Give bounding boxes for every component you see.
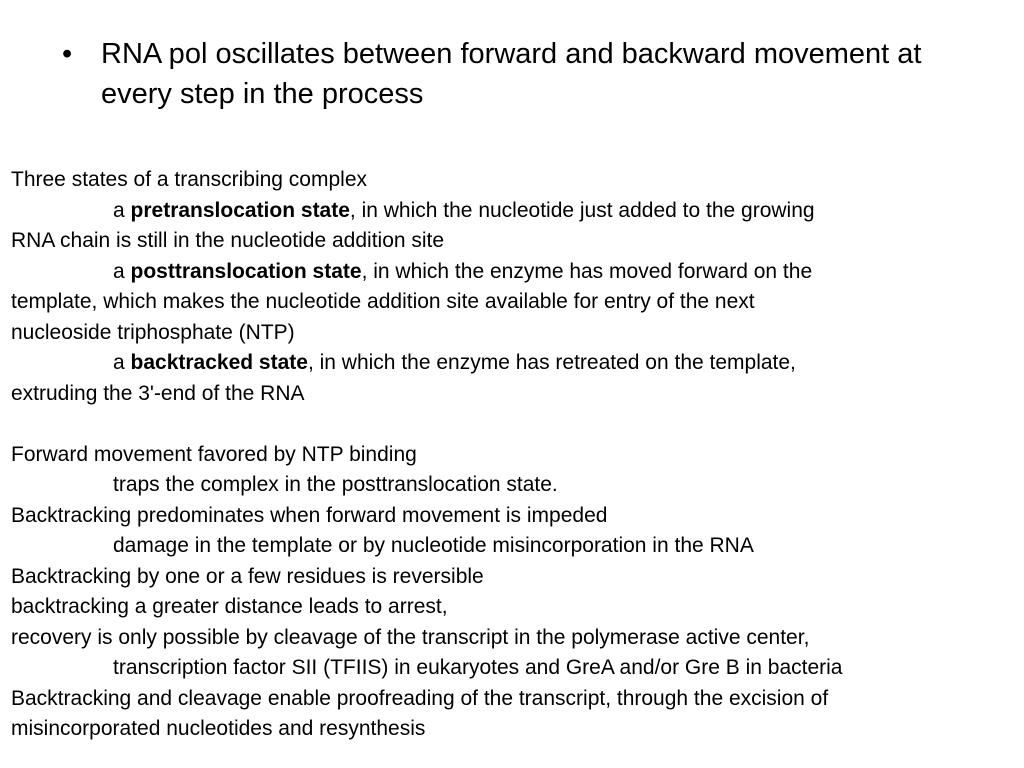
text-line-indented: damage in the template or by nucleotide misincorporation in the RNA xyxy=(113,534,754,557)
definition-text: , in which the enzyme has moved forward on the xyxy=(361,259,813,283)
text-line: template, which makes the nucleotide addition site available for entry of the next xyxy=(11,290,755,313)
text-line: nucleoside triphosphate (NTP) xyxy=(11,320,295,344)
term-pretranslocation: pretranslocation state xyxy=(130,198,350,222)
body-text xyxy=(11,165,1016,745)
text-line-indented: traps the complex in the posttranslocation state. xyxy=(113,473,558,496)
text-line: extruding the 3'-end of the RNA xyxy=(11,381,305,405)
text-line: Backtracking by one or a few residues is reversible xyxy=(11,564,484,588)
article: a xyxy=(113,351,131,374)
article: a xyxy=(113,259,131,283)
text-line: RNA chain is still in the nucleotide addition site xyxy=(11,229,445,252)
state-posttranslocation xyxy=(11,257,1016,288)
text-line: misincorporated nucleotides and resynthesis xyxy=(11,717,426,740)
article: a xyxy=(113,198,131,222)
text-line: Backtracking predominates when forward movement is impeded xyxy=(11,503,608,527)
bullet-text: RNA pol oscillates between forward and backward movement at every step in the process xyxy=(101,38,922,110)
bullet-marker: • xyxy=(62,38,73,70)
definition-text: , in which the enzyme has retreated on the template, xyxy=(307,351,796,374)
text-line: Backtracking and cleavage enable proofreading of the transcript, through the excision of xyxy=(11,686,829,710)
section-heading-states: Three states of a transcribing complex xyxy=(11,168,367,191)
term-posttranslocation: posttranslocation state xyxy=(130,259,362,283)
term-backtracked: backtracked state xyxy=(130,351,308,374)
definition-text: , in which the nucleotide just added to the growing xyxy=(349,198,815,222)
blank-line xyxy=(11,409,1016,440)
state-pretranslocation xyxy=(11,196,1016,227)
text-line: backtracking a greater distance leads to arrest, xyxy=(11,595,448,618)
section-heading-forward: Forward movement favored by NTP binding xyxy=(11,442,417,466)
text-line: recovery is only possible by cleavage of the transcript in the polymerase active center, xyxy=(11,625,810,649)
state-backtracked xyxy=(11,348,1016,379)
text-line-indented: transcription factor SII (TFIIS) in eukaryotes and GreA and/or Gre B in bacteria xyxy=(113,656,843,679)
